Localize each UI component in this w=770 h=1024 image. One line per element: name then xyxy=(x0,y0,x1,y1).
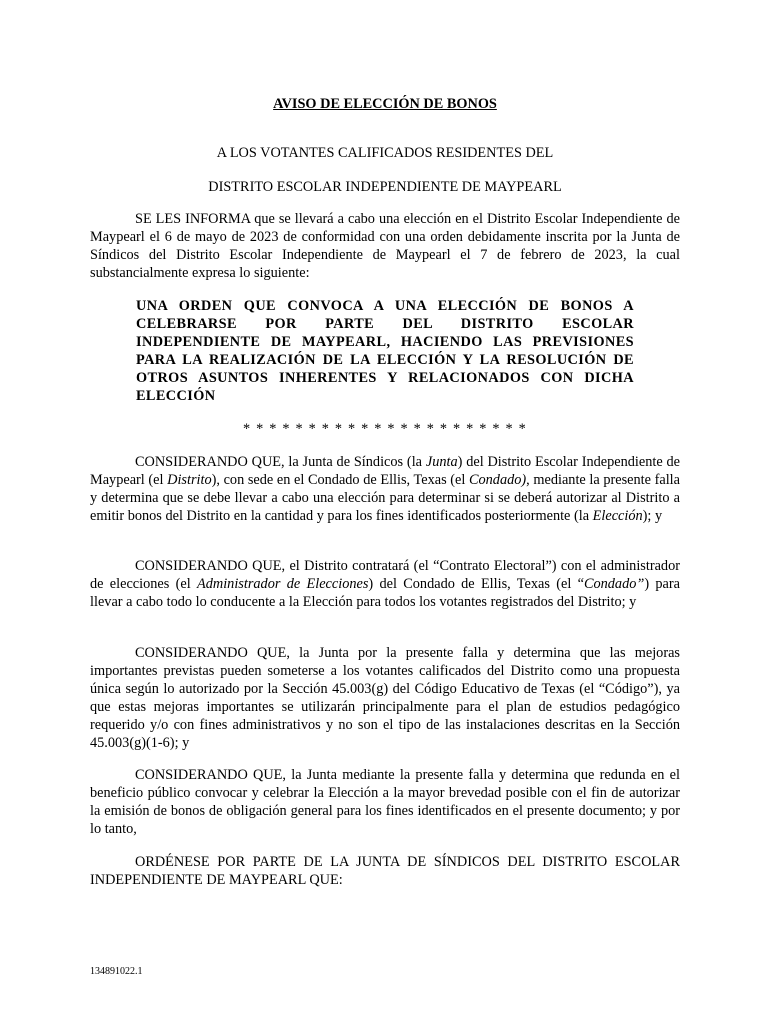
term-junta: Junta xyxy=(425,454,458,470)
whereas-paragraph-1 xyxy=(90,453,680,525)
separator: * * * * * * * * * * * * * * * * * * * * * * xyxy=(243,421,527,437)
text: ), con sede en el Condado de Ellis, Texas (el xyxy=(211,472,469,488)
whereas-paragraph-4 xyxy=(90,766,680,838)
document-title: AVISO DE ELECCIÓN DE BONOS xyxy=(273,96,497,112)
whereas-paragraph-2 xyxy=(90,557,680,611)
intro-paragraph xyxy=(90,210,680,282)
resolution-paragraph xyxy=(90,853,680,889)
intro-text: SE LES INFORMA que se llevará a cabo una elección en el Distrito Escolar Independiente de Maypearl el 6 de mayo de 2023 de conformidad con una orden debidamente inscrita por la Junta de Síndicos del Distrito Escolar Independiente de Maypearl el 7 de febrero de 2023, la cual substancialmente expresa lo siguiente: xyxy=(90,211,680,281)
text: ) para llevar a cabo todo lo conducente a la Elección para todos los votantes registrados del Distrito; y xyxy=(90,576,680,610)
document-id: 134891022.1 xyxy=(90,966,143,977)
subtitle-line-2: DISTRITO ESCOLAR INDEPENDIENTE DE MAYPEARL xyxy=(208,179,562,195)
order-caption: UNA ORDEN QUE CONVOCA A UNA ELECCIÓN DE BONOS A CELEBRARSE POR PARTE DEL DISTRITO ESCOLAR INDEPENDIENTE DE MAYPEARL, HACIENDO LAS PREVISIONES PARA LA REALIZACIÓN DE LA ELECCIÓN Y LA RESOLUCIÓN DE OTROS ASUNTOS INHERENTES Y RELACIONADOS CON DICHA ELECCIÓN xyxy=(136,298,634,404)
whereas-text-4: CONSIDERANDO QUE, la Junta mediante la presente falla y determina que redunda en el beneficio público convocar y celebrar la Elección a la mayor brevedad posible con el fin de autorizar la emisión de bonos de obligación general para los fines identificados en el presente documento; y por lo tanto, xyxy=(90,767,680,837)
whereas-text-3: CONSIDERANDO QUE, la Junta por la presente falla y determina que las mejoras importantes previstas pueden someterse a los votantes calificados del Distrito como una propuesta única según lo autorizado por la Sección 45.003(g) del Código Educativo de Texas (el “Código”), ya que estas mejoras importantes se utilizarán principalmente para el plan de estudios pedagógico requerido y/o con fines administrativos y no son el tipo de las instalaciones descritas en la Sección 45.003(g)(1-6); y xyxy=(90,645,680,751)
term-administrador: Administrador de Elecciones xyxy=(197,576,369,592)
whereas-paragraph-3 xyxy=(90,644,680,752)
text: ) del Condado de Ellis, Texas (el “ xyxy=(368,576,584,592)
term-condado: Condado” xyxy=(583,576,645,592)
text: CONSIDERANDO QUE, la Junta de Síndicos (la xyxy=(135,454,426,470)
subtitle-line-1: A LOS VOTANTES CALIFICADOS RESIDENTES DEL xyxy=(216,145,554,161)
term-distrito: Distrito xyxy=(167,472,212,488)
term-eleccion: Elección xyxy=(592,508,643,524)
text: ) del Distrito Escolar Independiente de Maypearl (el xyxy=(90,454,680,488)
text: ); y xyxy=(642,508,663,524)
term-condado: Condado) xyxy=(468,472,527,488)
text: CONSIDERANDO QUE, el Distrito contratará (el “Contrato Electoral”) con el administrador de elecciones (el xyxy=(90,558,680,592)
resolution-text: ORDÉNESE POR PARTE DE LA JUNTA DE SÍNDICOS DEL DISTRITO ESCOLAR INDEPENDIENTE DE MAYPEARL QUE: xyxy=(90,854,680,888)
text: , mediante la presente falla y determina que se debe llevar a cabo una elección para determinar si se deberá autorizar al Distrito a emitir bonos del Distrito en la cantidad y para los fines identificados posteriormente (la xyxy=(90,472,680,524)
